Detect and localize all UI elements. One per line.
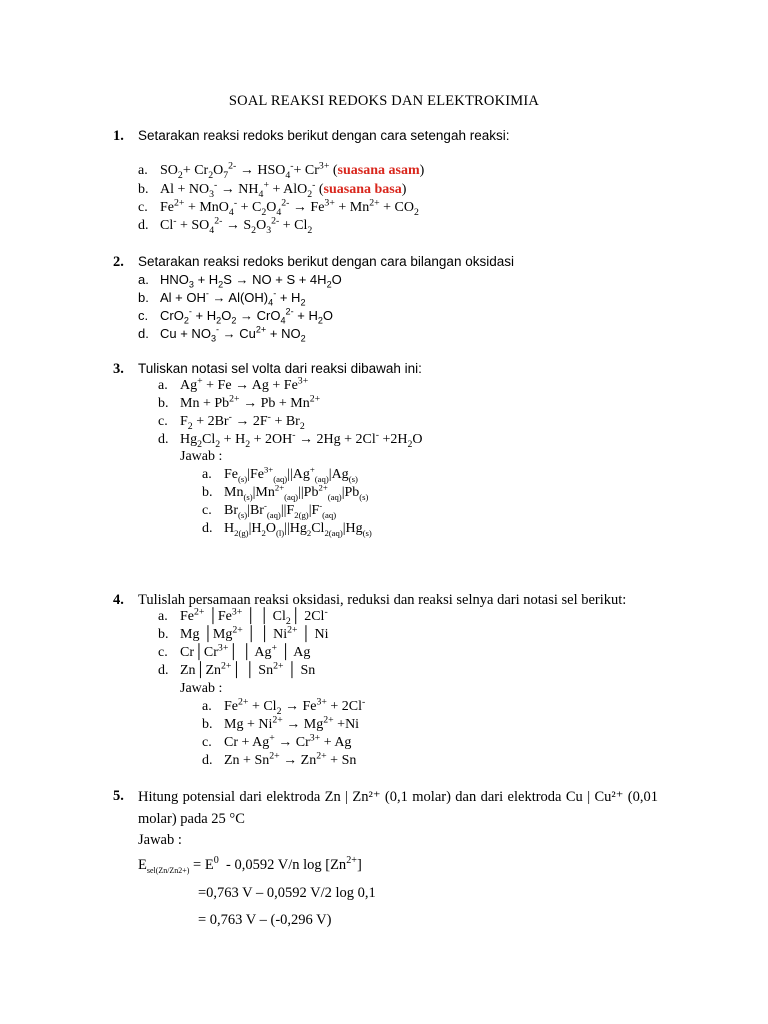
q4-item-d: d. $Zn│Zn^{2+}│$ │ $Sn^{2+}$ │ Sn xyxy=(158,660,316,678)
q1-a-condition: suasana asam xyxy=(337,163,420,178)
q3-answer-a: a. $Fe_{(s)}|Fe^{3+}_{(aq)}||Ag^+_{(aq)}|Ag_{(s)}$ xyxy=(202,464,358,484)
q4-answer-c: c. $Cr + Ag^+ \to Cr^{3+} + Ag$ xyxy=(202,732,352,750)
q5-formula: $E_{sel(Zn/Zn2+)} = E^0 - 0,0592$ V/n $\log [Zn^{2+}]$ xyxy=(138,855,362,875)
question-3-number: 3. xyxy=(113,361,124,377)
q2-item-a: a. $HNO_3 + H_2S$ → NO + $S + 4H_2O$ xyxy=(138,272,342,290)
question-1-number: 1. xyxy=(113,128,124,144)
q1-b-condition: suasana basa xyxy=(323,182,402,197)
q1-item-c: c. $Fe^{2+} + MnO_4^- + C_2O_4^{2-} \to Fe^{3+} + Mn^{2+} + CO_2$ xyxy=(138,197,419,218)
question-4-text: Tulislah persamaan reaksi oksidasi, reduksi dan reaksi selnya dari notasi sel berikut: xyxy=(138,592,627,608)
q5-step-3: = 0,763 V – (-0,296 V) xyxy=(198,912,332,928)
question-1-text: Setarakan reaksi redoks berikut dengan cara setengah reaksi: xyxy=(138,128,510,143)
q3-item-b: b. $Mn + Pb^{2+} \to Pb + Mn^{2+}$ xyxy=(158,393,321,411)
question-5-text: Hitung potensial dari elektroda Zn | Zn²⁺ (0,1 molar) dan dari elektroda Cu | Cu²⁺ (0,01 molar) pada 25 °C xyxy=(138,789,658,827)
q4-answer-d: d. $Zn + Sn^{2+} \to Zn^{2+} + Sn$ xyxy=(202,750,357,768)
q3-item-a: a. $Ag^+ + Fe \to Ag + Fe^{3+}$ xyxy=(158,375,309,393)
q4-answer-b: b. $Mg + Ni^{2+} \to Mg^{2+} +Ni$ xyxy=(202,714,360,732)
q3-answer-c: c. $Br_{(s)}|Br^-_{(aq)}||F_{2(g)}|F^-_{(aq)}$ xyxy=(202,500,337,520)
q1-item-b: b. $Al + NO_3^- \to NH_4^+ + AlO_2^-$ (suasana basa) xyxy=(138,179,407,200)
q1-item-a: a. $SO_2+ Cr_2O_7^{2-} \to HSO_4^-+ Cr^{3+}$ (suasana asam) xyxy=(138,160,425,181)
question-2-text: Setarakan reaksi redoks berikut dengan cara bilangan oksidasi xyxy=(138,254,514,269)
q3-item-c: c. $F_2 + 2Br^- \to 2F^- + Br_2$ xyxy=(158,411,305,432)
q2-item-c: c. $CrO_2^- + H_2O_2 \to CrO_4^{2-} + H_2O$ xyxy=(138,306,334,326)
q4-item-b: b. Mg $│Mg^{2+}$ │ │ $Ni^{2+}$ │ Ni xyxy=(158,624,329,642)
question-5-number: 5. xyxy=(113,788,124,804)
q4-item-c: c. $Cr│Cr^{3+}│$ │ Ag+ │ Ag xyxy=(158,642,311,660)
question-4-number: 4. xyxy=(113,592,124,608)
q4-answer-a: a. $Fe^{2+} + Cl_2 \to Fe^{3+} + 2Cl^-$ xyxy=(202,696,366,717)
q3-answer-b: b. $Mn_{(s)}|Mn^{2+}_{(aq)}||Pb^{2+}_{(aq)}|Pb_{(s)}$ xyxy=(202,482,369,502)
q5-jawab-label: Jawab : xyxy=(138,832,182,848)
q2-item-b: b. $Al + OH^- \to Al(OH)_4^- + H_2$ xyxy=(138,288,306,308)
q5-step-2: =0,763 V – 0,0592 V/2 log 0,1 xyxy=(198,885,376,901)
q3-jawab-label: Jawab : xyxy=(180,449,223,464)
q1-item-d: d. $Cl^- + SO_4^{2-} \to S_2O_3^{2-} + Cl_2$ xyxy=(138,215,313,236)
q4-jawab-label: Jawab : xyxy=(180,681,223,696)
question-2-number: 2. xyxy=(113,254,124,270)
q4-item-a: a. $Fe^{2+}$ $│Fe^{3+}$ │ │ $Cl_2│$ 2Cl- xyxy=(158,606,328,627)
page-title: SOAL REAKSI REDOKS DAN ELEKTROKIMIA xyxy=(228,93,540,109)
q3-item-d: d. $Hg_2Cl_2 + H_2 + 2OH^- \to 2Hg + 2Cl^- +2H_2O$ xyxy=(158,429,423,450)
question-3-text: Tuliskan notasi sel volta dari reaksi dibawah ini: xyxy=(138,361,422,376)
q2-item-d: d. $Cu + NO_3^- \to Cu^{2+} + NO_2$ xyxy=(138,324,306,344)
q3-answer-d: d. $H_{2(g)}|H_2O_{(l)}||Hg_2Cl_{2(aq)}|Hg_{(s)}$ xyxy=(202,521,372,538)
